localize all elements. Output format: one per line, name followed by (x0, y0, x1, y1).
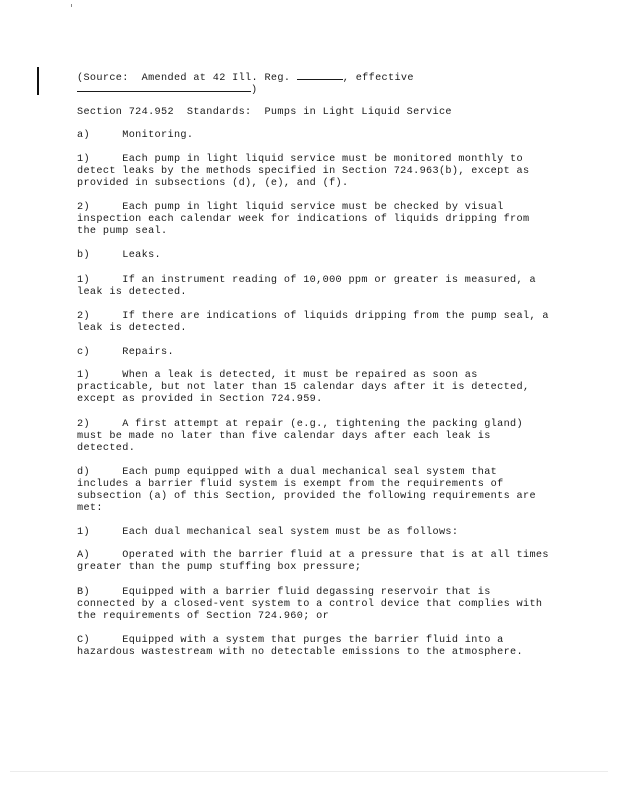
paragraph-d1: 1) Each dual mechanical seal system must be as follows: (77, 527, 459, 538)
scan-speck (71, 4, 72, 7)
paragraph-b1-line-1: 1) If an instrument reading of 10,000 ppm or greater is measured, a (77, 275, 536, 286)
subsection-a-heading: a) Monitoring. (77, 130, 194, 141)
paragraph-c1-line-2: practicable, but not later than 15 calendar days after it is detected, (77, 382, 530, 393)
paragraph-c1-line-3: except as provided in Section 724.959. (77, 394, 323, 405)
section-heading: Section 724.952 Standards: Pumps in Light Liquid Service (77, 107, 452, 118)
item-C-line-1: C) Equipped with a system that purges the barrier fluid into a (77, 635, 504, 646)
paragraph-b2-line-1: 2) If there are indications of liquids dripping from the pump seal, a (77, 311, 549, 322)
paragraph-b2-line-2: leak is detected. (77, 323, 187, 334)
paragraph-a2-line-1: 2) Each pump in light liquid service must be checked by visual (77, 202, 504, 213)
subsection-c-heading: c) Repairs. (77, 347, 174, 358)
subsection-b-heading: b) Leaks. (77, 250, 162, 261)
paragraph-a1-line-2: detect leaks by the methods specified in Section 724.963(b), except as (77, 166, 530, 177)
paragraph-a2-line-3: the pump seal. (77, 226, 168, 237)
effective-date-blank-b (139, 82, 251, 92)
source-note-prefix: (Source: Amended at 42 Ill. Reg. (77, 73, 297, 84)
paragraph-c2-line-1: 2) A first attempt at repair (e.g., tightening the packing gland) (77, 419, 523, 430)
paragraph-c1-line-1: 1) When a leak is detected, it must be repaired as soon as (77, 370, 478, 381)
subsection-d-line-4: met: (77, 503, 103, 514)
source-note-suffix: ) (251, 85, 258, 96)
paragraph-c2-line-2: must be made no later than five calendar days after each leak is (77, 431, 491, 442)
subsection-d-line-2: includes a barrier fluid system is exempt from the requirements of (77, 479, 504, 490)
source-note-middle: , effective (342, 73, 414, 84)
scan-edge-line (10, 771, 608, 772)
item-B-line-2: connected by a closed-vent system to a control device that complies with (77, 599, 543, 610)
margin-change-bar (37, 67, 39, 95)
effective-date-blank-a (77, 82, 139, 92)
source-note-line-2 (77, 82, 257, 97)
item-A-line-1: A) Operated with the barrier fluid at a pressure that is at all times (77, 550, 549, 561)
paragraph-b1-line-2: leak is detected. (77, 287, 187, 298)
item-A-line-2: greater than the pump stuffing box pressure; (77, 562, 362, 573)
subsection-d-line-3: subsection (a) of this Section, provided the following requirements are (77, 491, 536, 502)
subsection-d-line-1: d) Each pump equipped with a dual mechanical seal system that (77, 467, 498, 478)
paragraph-a2-line-2: inspection each calendar week for indications of liquids dripping from (77, 214, 530, 225)
paragraph-a1-line-1: 1) Each pump in light liquid service must be monitored monthly to (77, 154, 523, 165)
paragraph-a1-line-3: provided in subsections (d), (e), and (f). (77, 178, 349, 189)
item-B-line-3: the requirements of Section 724.960; or (77, 611, 330, 622)
item-C-line-2: hazardous wastestream with no detectable emissions to the atmosphere. (77, 647, 523, 658)
paragraph-c2-line-3: detected. (77, 443, 136, 454)
register-volume-blank (297, 70, 343, 80)
item-B-line-1: B) Equipped with a barrier fluid degassing reservoir that is (77, 587, 491, 598)
